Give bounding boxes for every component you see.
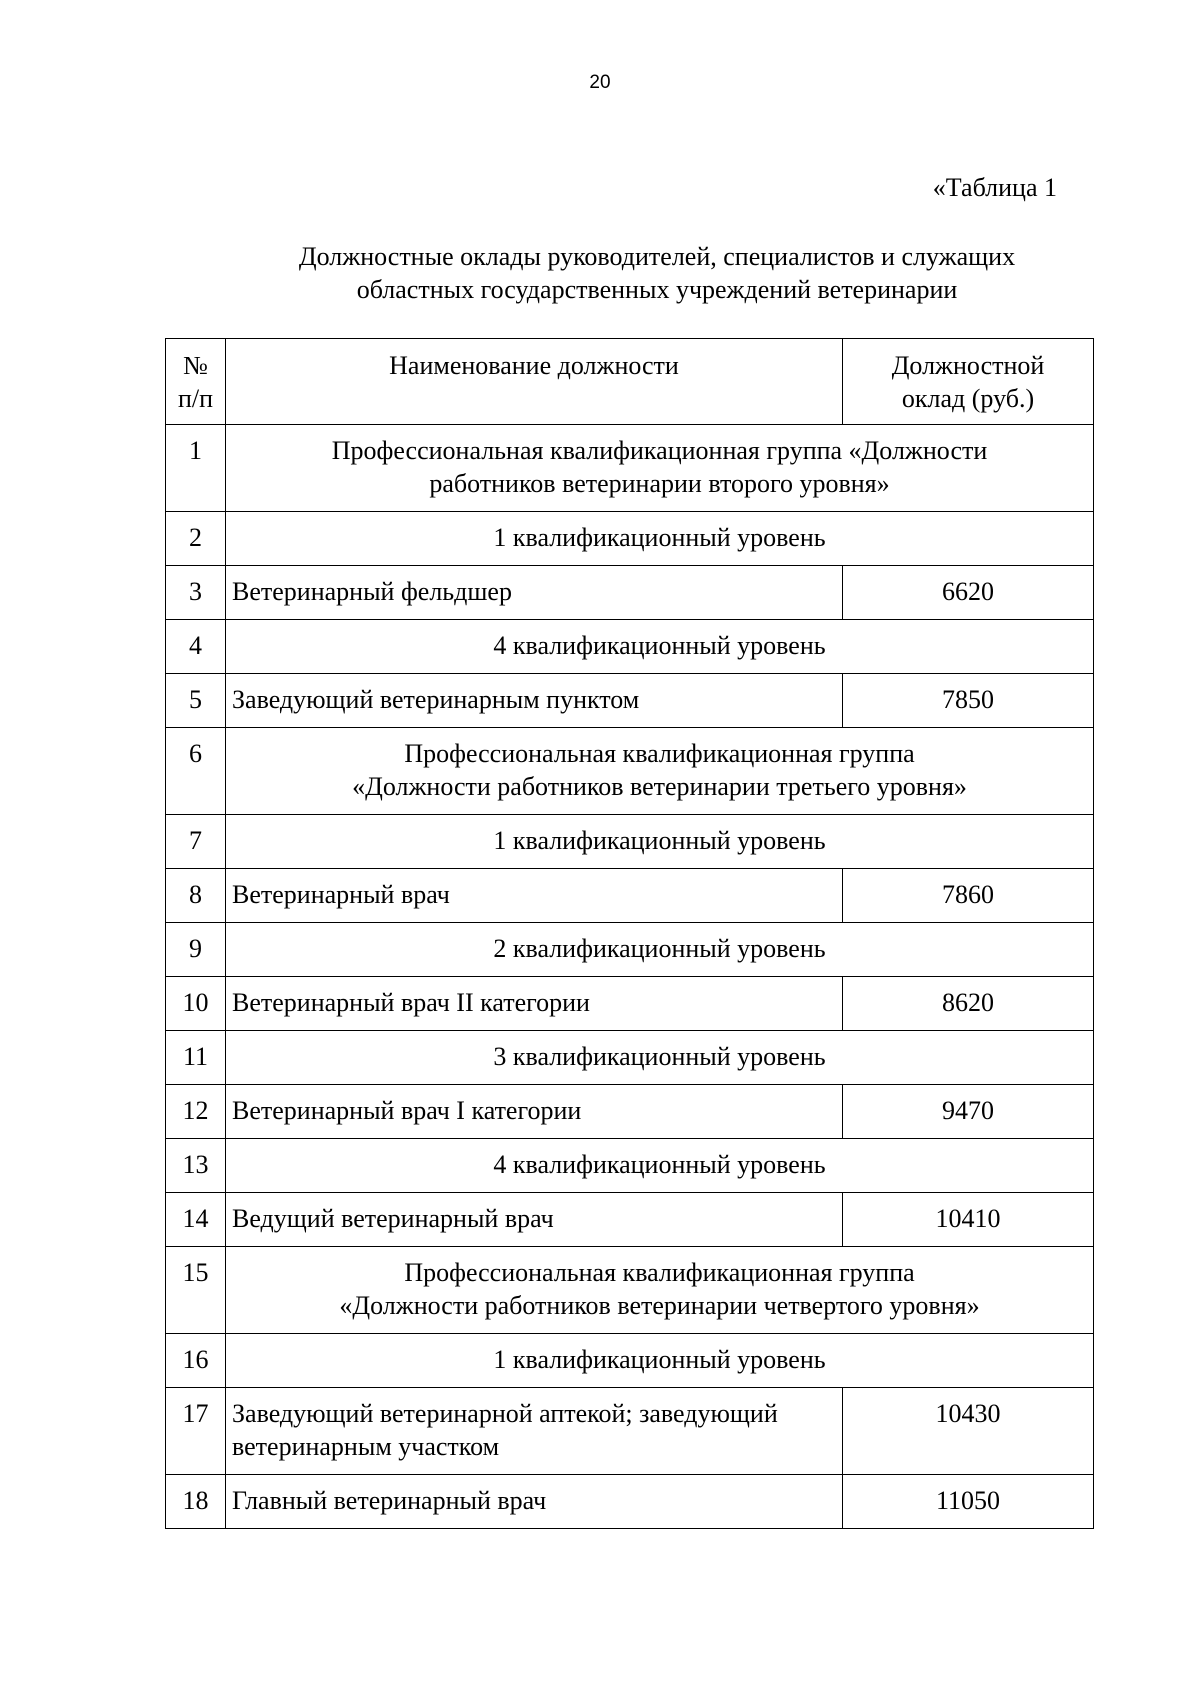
table-header-row <box>166 339 1094 425</box>
group-title-line-1: Профессиональная квалификационная группа <box>404 739 915 768</box>
position-name-line-2: ветеринарным участком <box>232 1432 500 1461</box>
row-number: 7 <box>166 815 226 869</box>
group-title <box>226 728 1094 815</box>
row-number: 10 <box>166 977 226 1031</box>
level-title: 1 квалификационный уровень <box>226 1334 1094 1388</box>
row-number: 18 <box>166 1475 226 1529</box>
position-salary: 6620 <box>843 566 1094 620</box>
table-row-position <box>166 674 1094 728</box>
position-name: Ветеринарный врач <box>226 869 843 923</box>
header-salary-line-1: Должностной <box>891 351 1045 380</box>
position-salary: 9470 <box>843 1085 1094 1139</box>
row-number: 4 <box>166 620 226 674</box>
table-row-position <box>166 1085 1094 1139</box>
group-title <box>226 425 1094 512</box>
position-name <box>226 1388 843 1475</box>
position-salary: 11050 <box>843 1475 1094 1529</box>
table-row-level <box>166 815 1094 869</box>
table-row-level <box>166 1031 1094 1085</box>
position-salary: 8620 <box>843 977 1094 1031</box>
position-name: Заведующий ветеринарным пунктом <box>226 674 843 728</box>
position-name: Главный ветеринарный врач <box>226 1475 843 1529</box>
position-salary: 7850 <box>843 674 1094 728</box>
row-number: 17 <box>166 1388 226 1475</box>
table-row-position <box>166 977 1094 1031</box>
salary-table <box>165 338 1094 1529</box>
group-title <box>226 1247 1094 1334</box>
table-row-level <box>166 620 1094 674</box>
position-salary: 10430 <box>843 1388 1094 1475</box>
header-number <box>166 339 226 425</box>
group-title-line-1: Профессиональная квалификационная группа <box>404 1258 915 1287</box>
document-title-line-2: областных государственных учреждений ветеринарии <box>356 275 958 304</box>
level-title: 4 квалификационный уровень <box>226 1139 1094 1193</box>
level-title: 4 квалификационный уровень <box>226 620 1094 674</box>
row-number: 2 <box>166 512 226 566</box>
header-number-line-1: № <box>183 351 208 380</box>
row-number: 13 <box>166 1139 226 1193</box>
position-name-line-1: Заведующий ветеринарной аптекой; заведующий <box>232 1399 778 1428</box>
group-title-line-2: «Должности работников ветеринарии третьего уровня» <box>352 772 967 801</box>
row-number: 11 <box>166 1031 226 1085</box>
level-title: 1 квалификационный уровень <box>226 815 1094 869</box>
table-row-position <box>166 1388 1094 1475</box>
table-row-level <box>166 1139 1094 1193</box>
row-number: 12 <box>166 1085 226 1139</box>
document-title <box>237 240 1077 306</box>
row-number: 16 <box>166 1334 226 1388</box>
table-row-group <box>166 1247 1094 1334</box>
table-row-position <box>166 566 1094 620</box>
position-name: Ведущий ветеринарный врач <box>226 1193 843 1247</box>
table-label: «Таблица 1 <box>932 173 1057 202</box>
position-salary: 7860 <box>843 869 1094 923</box>
position-name: Ветеринарный фельдшер <box>226 566 843 620</box>
position-name: Ветеринарный врач II категории <box>226 977 843 1031</box>
row-number: 15 <box>166 1247 226 1334</box>
level-title: 2 квалификационный уровень <box>226 923 1094 977</box>
document-title-line-1: Должностные оклады руководителей, специалистов и служащих <box>298 242 1016 271</box>
position-salary: 10410 <box>843 1193 1094 1247</box>
level-title: 1 квалификационный уровень <box>226 512 1094 566</box>
row-number: 6 <box>166 728 226 815</box>
header-salary <box>843 339 1094 425</box>
row-number: 3 <box>166 566 226 620</box>
position-name: Ветеринарный врач I категории <box>226 1085 843 1139</box>
row-number: 9 <box>166 923 226 977</box>
table-row-position <box>166 869 1094 923</box>
group-title-line-2: работников ветеринарии второго уровня» <box>429 469 890 498</box>
table-row-group <box>166 728 1094 815</box>
page-number: 20 <box>589 72 611 93</box>
table-row-level <box>166 512 1094 566</box>
header-number-line-2: п/п <box>177 384 214 413</box>
group-title-line-1: Профессиональная квалификационная группа «Должности <box>331 436 988 465</box>
header-position-name: Наименование должности <box>226 339 843 425</box>
table-row-position <box>166 1475 1094 1529</box>
table-row-group <box>166 425 1094 512</box>
row-number: 1 <box>166 425 226 512</box>
row-number: 8 <box>166 869 226 923</box>
table-row-level <box>166 923 1094 977</box>
row-number: 5 <box>166 674 226 728</box>
table-row-position <box>166 1193 1094 1247</box>
row-number: 14 <box>166 1193 226 1247</box>
header-salary-line-2: оклад (руб.) <box>901 384 1035 413</box>
level-title: 3 квалификационный уровень <box>226 1031 1094 1085</box>
group-title-line-2: «Должности работников ветеринарии четвертого уровня» <box>339 1291 980 1320</box>
table-row-level <box>166 1334 1094 1388</box>
